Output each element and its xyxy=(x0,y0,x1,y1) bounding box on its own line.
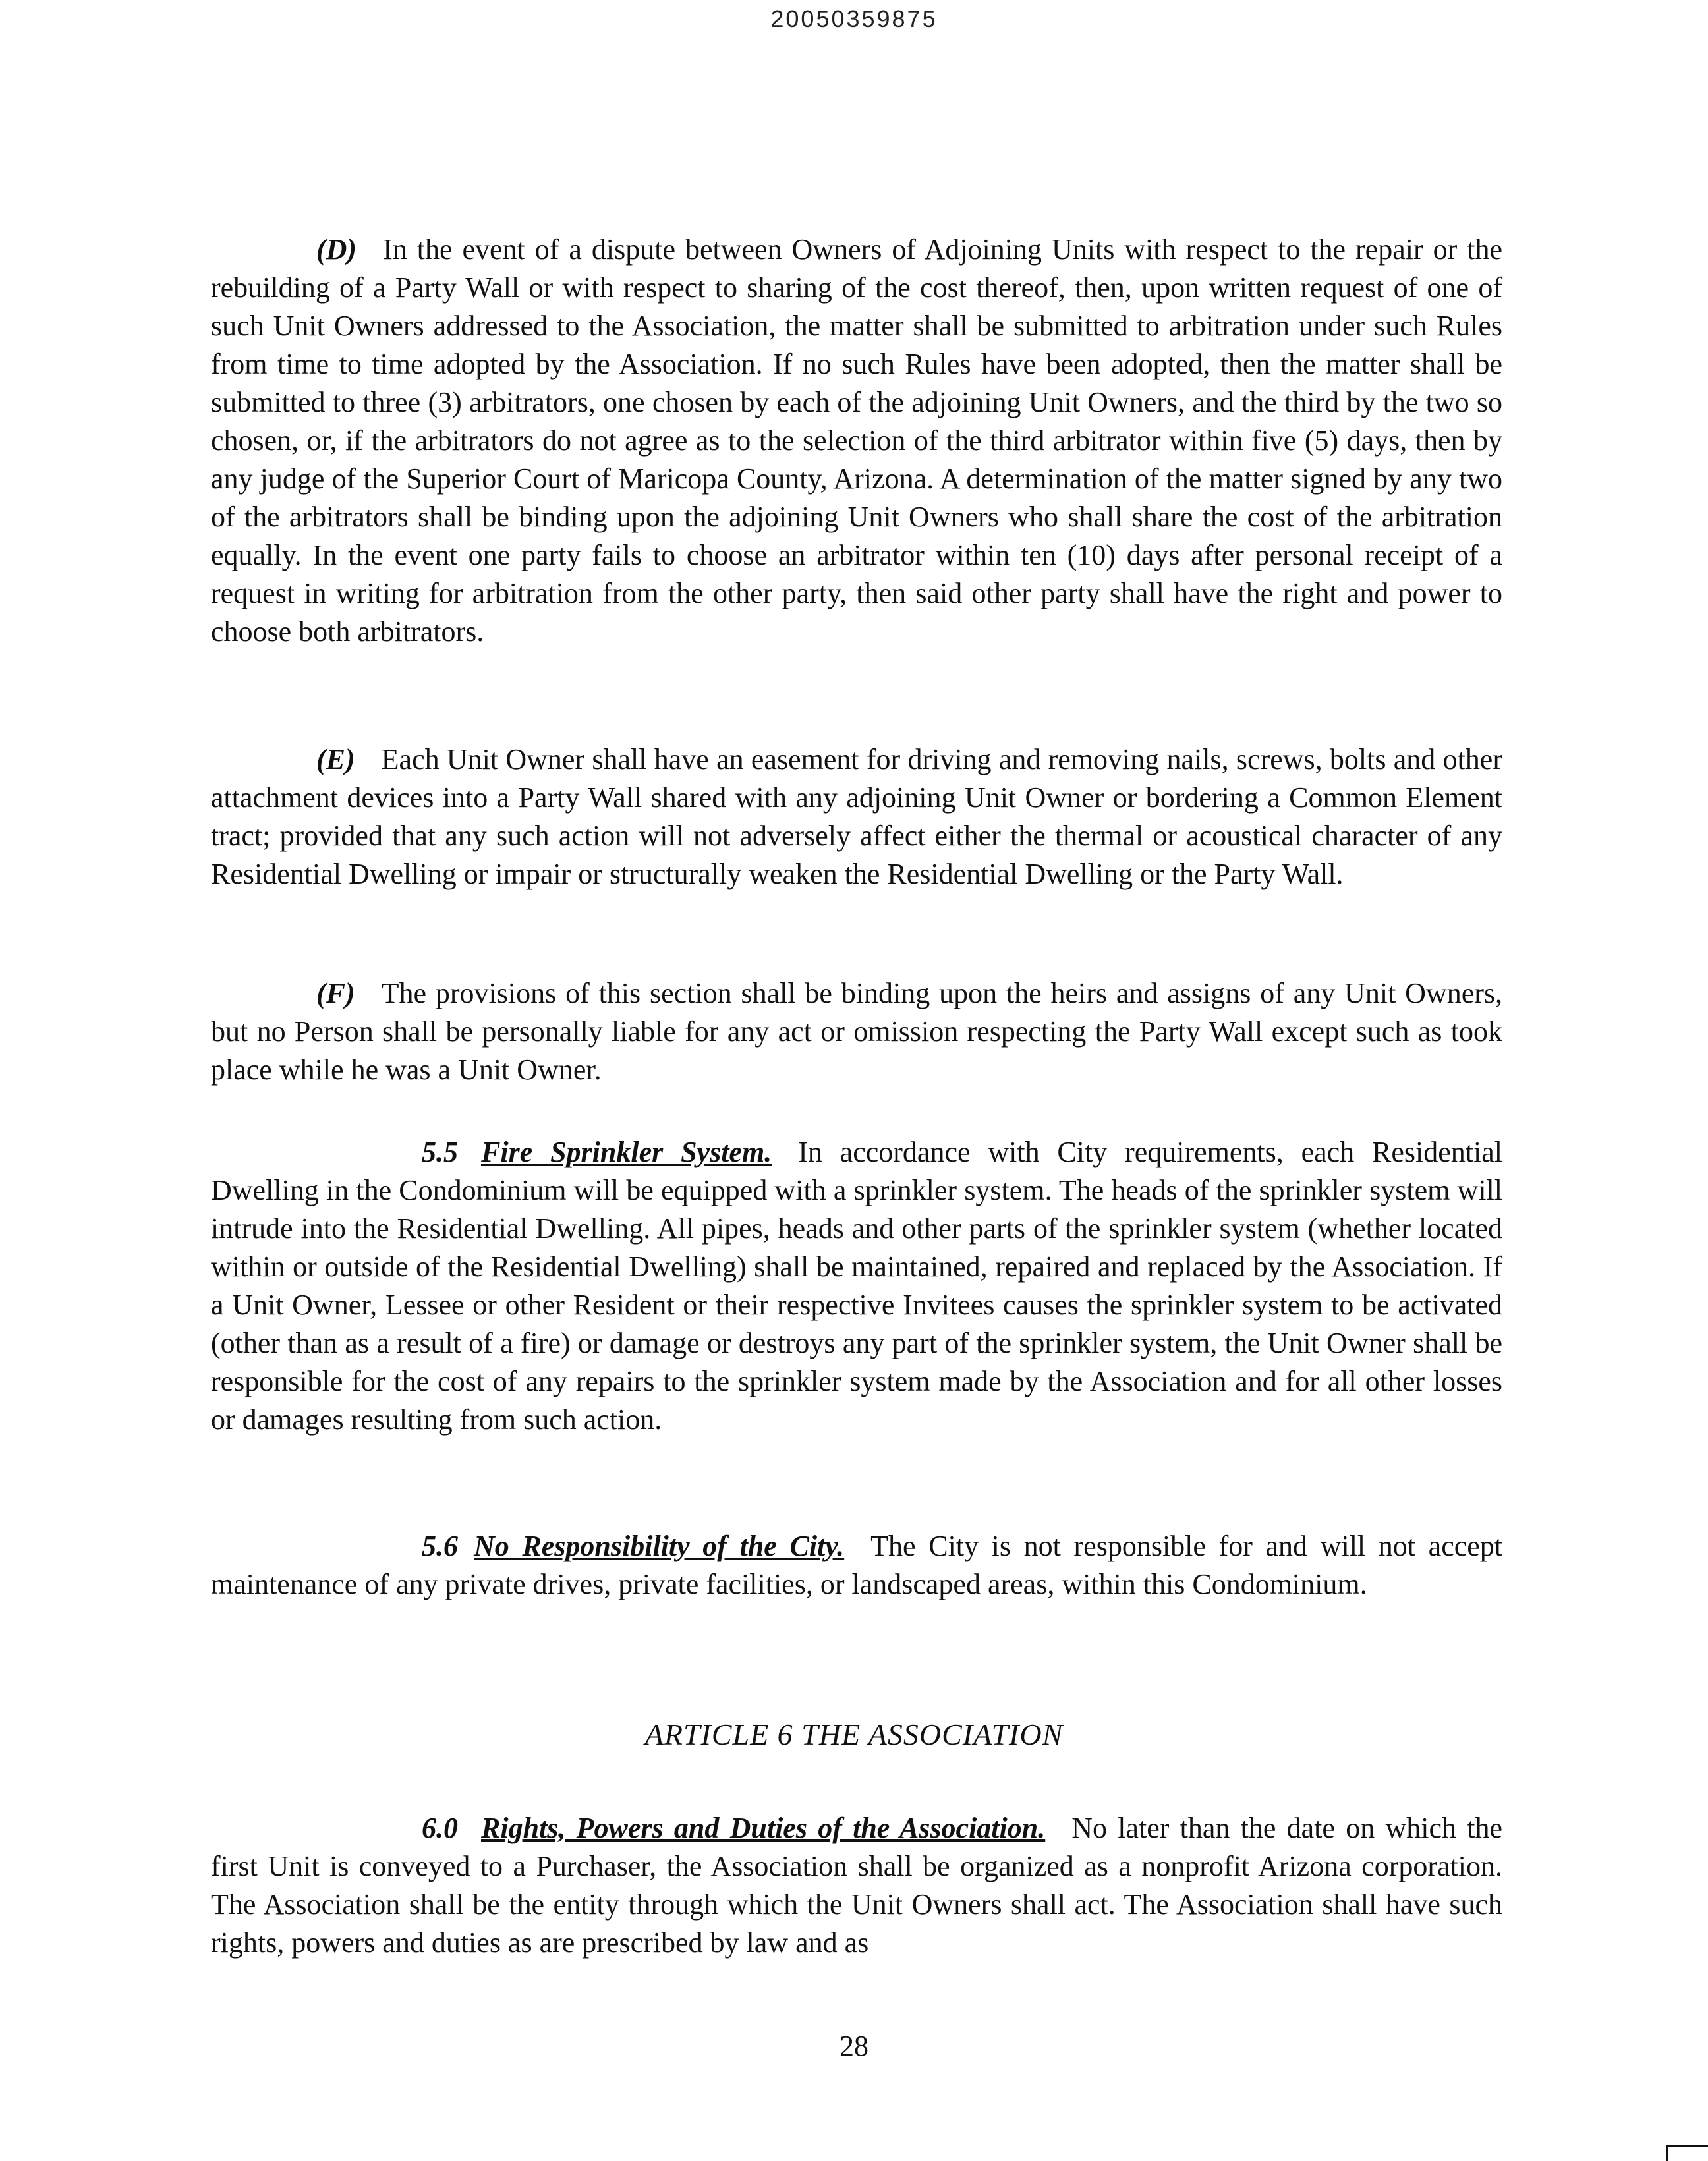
section-heading: No Responsibility of the City. xyxy=(474,1530,845,1562)
section-text: The City is not responsible for and will not accept maintenance of any private drives, private facilities, or landscaped areas, within this Condominium. xyxy=(211,1530,1503,1600)
paragraph-label: (E) xyxy=(316,743,355,775)
section-number: 5.5 xyxy=(422,1136,458,1168)
section-5-6 xyxy=(211,1527,1502,1604)
section-number: 6.0 xyxy=(422,1812,458,1844)
paragraph-label: (F) xyxy=(316,977,355,1009)
section-number: 5.6 xyxy=(422,1530,458,1562)
page-number: 28 xyxy=(840,2030,868,2062)
paragraph-e xyxy=(211,741,1502,893)
section-heading: Fire Sprinkler System. xyxy=(481,1136,772,1168)
article-title: ARTICLE 6 THE ASSOCIATION xyxy=(644,1718,1064,1751)
section-heading: Rights, Powers and Duties of the Association. xyxy=(481,1812,1046,1844)
paragraph-d xyxy=(211,231,1502,651)
section-text: In accordance with City requirements, each Residential Dwelling in the Condominium will be equipped with a sprinkler system. The heads of the sprinkler system will intrude into the Residential Dwelling. All pipes, heads and other parts of the sprinkler system (whether located within or outside of the Residential Dwelling) shall be maintained, repaired and replaced by the Association. If a Unit Owner, Lessee or other Resident or their respective Invitees causes the sprinkler system to be activated (other than as a result of a fire) or damage or destroys any part of the sprinkler system, the Unit Owner shall be responsible for the cost of any repairs to the sprinkler system made by the Association and for all other losses or damages resulting from such action. xyxy=(211,1136,1502,1436)
scan-corner-mark xyxy=(1666,2145,1708,2161)
paragraph-f xyxy=(211,974,1502,1089)
section-5-5 xyxy=(211,1133,1502,1439)
paragraph-text: In the event of a dispute between Owners of Adjoining Units with respect to the repair or the rebuilding of a Party Wall or with respect to sharing of the cost thereof, then, upon written request of one of such Unit Owners addressed to the Association, the matter shall be submitted to arbitration under such Rules from time to time adopted by the Association. If no such Rules have been adopted, then the matter shall be submitted to three (3) arbitrators, one chosen by each of the adjoining Unit Owners, and the third by the two so chosen, or, if the arbitrators do not agree as to the selection of the third arbitrator within five (5) days, then by any judge of the Superior Court of Maricopa County, Arizona. A determination of the matter signed by any two of the arbitrators shall be binding upon the adjoining Unit Owners who shall share the cost of the arbitration equally. In the event one party fails to choose an arbitrator within ten (10) days after personal receipt of a request in writing for arbitration from the other party, then said other party shall have the right and power to choose both arbitrators. xyxy=(211,233,1502,648)
document-number: 20050359875 xyxy=(770,5,938,32)
paragraph-text: The provisions of this section shall be binding upon the heirs and assigns of any Unit Owners, but no Person shall be personally liable for any act or omission respecting the Party Wall except such as took place while he was a Unit Owner. xyxy=(211,977,1502,1086)
section-text: No later than the date on which the first Unit is conveyed to a Purchaser, the Association shall be organized as a nonprofit Arizona corporation. The Association shall be the entity through which the Unit Owners shall act. The Association shall have such rights, powers and duties as are prescribed by law and as xyxy=(211,1812,1502,1959)
paragraph-label: (D) xyxy=(316,233,357,266)
section-6-0 xyxy=(211,1809,1502,1962)
paragraph-text: Each Unit Owner shall have an easement for driving and removing nails, screws, bolts and other attachment devices into a Party Wall shared with any adjoining Unit Owner or bordering a Common Element tract; provided that any such action will not adversely affect either the thermal or acoustical character of any Residential Dwelling or impair or structurally weaken the Residential Dwelling or the Party Wall. xyxy=(211,743,1502,890)
